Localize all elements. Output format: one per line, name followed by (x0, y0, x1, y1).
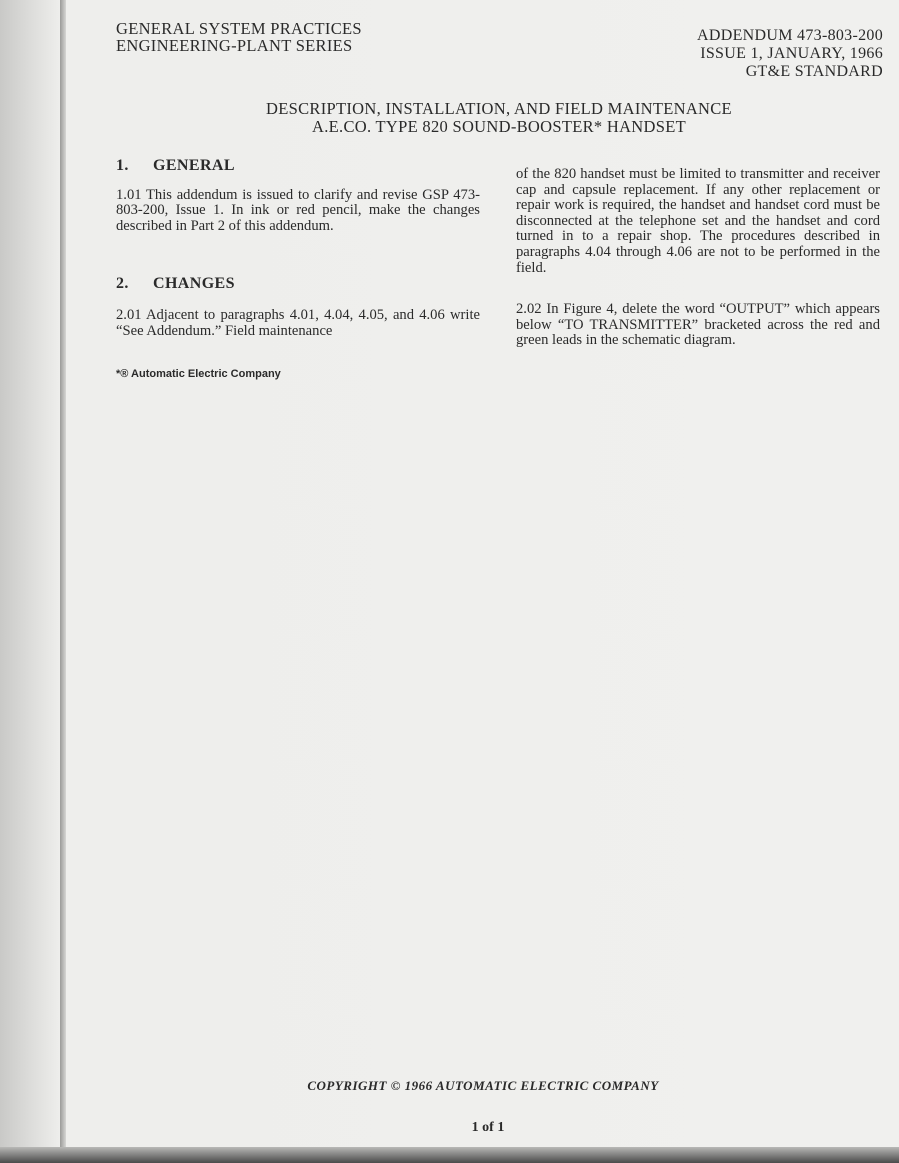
header-series-line2: ENGINEERING-PLANT SERIES (116, 36, 353, 55)
paragraph-2-01: 2.01 Adjacent to paragraphs 4.01, 4.04, 4.05, and 4.06 write “See Addendum.” Field maintenance (116, 306, 480, 339)
page-number: 1 of 1 (471, 1120, 505, 1135)
title-line1: DESCRIPTION, INSTALLATION, AND FIELD MAINTENANCE (266, 99, 732, 118)
copyright-notice: COPYRIGHT © 1966 AUTOMATIC ELECTRIC COMPANY (307, 1078, 659, 1093)
paragraph-1-01: 1.01 This addendum is issued to clarify and revise GSP 473-803-200, Issue 1. In ink or red pencil, make the changes described in Part 2 of this addendum. (116, 186, 480, 234)
title-line2: A.E.CO. TYPE 820 SOUND-BOOSTER* HANDSET (312, 117, 686, 136)
trademark-footnote: *® Automatic Electric Company (116, 368, 281, 380)
section-heading-changes (116, 276, 480, 292)
paragraph-2-01-continued: of the 820 handset must be limited to transmitter and receiver cap and capsule replacement. If any other replacement or repair work is required, the handset and handset cord must be disconnected at the telephone set and the handset and cord turned in to a repair shop. The procedures described in paragraphs 4.04 through 4.06 are not to be performed in the field. (516, 166, 880, 276)
header-addendum (697, 27, 883, 81)
section-number: 2. (116, 275, 129, 293)
header-standard: GT&E STANDARD (745, 63, 883, 80)
page-bottom-edge (0, 1147, 899, 1163)
section-title: CHANGES (153, 275, 235, 293)
right-column (516, 167, 880, 349)
section-heading-general (116, 158, 480, 174)
section-title: GENERAL (153, 157, 235, 174)
header-issue: ISSUE 1, JANUARY, 1966 (700, 45, 883, 62)
header-series (116, 20, 362, 54)
left-column (116, 158, 480, 339)
paragraph-2-02: 2.02 In Figure 4, delete the word “OUTPUT” which appears below “TO TRANSMITTER” bracketed across the red and green leads in the schematic diagram. (516, 301, 880, 349)
document-title (0, 100, 899, 136)
binding-edge (60, 0, 66, 1163)
section-number: 1. (116, 157, 129, 174)
header-series-line1: GENERAL SYSTEM PRACTICES (116, 19, 362, 38)
header-addendum-number: ADDENDUM 473-803-200 (697, 27, 883, 44)
